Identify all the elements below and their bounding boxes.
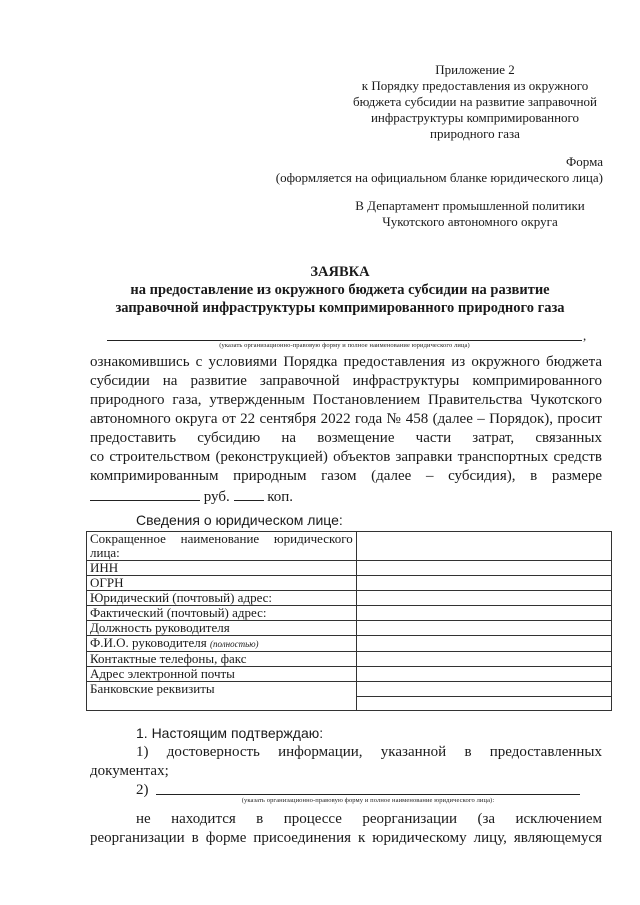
row-value-field[interactable] bbox=[356, 652, 611, 667]
confirm-item-1-line: 1) достоверность информации, указанной в предоставленных bbox=[136, 744, 602, 760]
paragraph-line: природного газа, утвержденным Постановлением Правительства Чукотского bbox=[90, 392, 602, 408]
table-row bbox=[87, 667, 612, 682]
addressee-block bbox=[345, 198, 595, 230]
paragraph-line: со строительством (реконструкцией) объектов заправки транспортных средств bbox=[90, 449, 602, 465]
row-value-field[interactable] bbox=[356, 621, 611, 636]
confirm-tail bbox=[90, 810, 602, 848]
row-label: Должность руководителя bbox=[87, 621, 357, 636]
row-value-field[interactable] bbox=[356, 532, 611, 561]
applicant-comma: , bbox=[583, 328, 587, 343]
form-note bbox=[250, 154, 603, 186]
kop-label: коп. bbox=[267, 489, 294, 505]
row-label: ИНН bbox=[87, 561, 357, 576]
table-row bbox=[87, 532, 612, 561]
paragraph-line: субсидии на развитие заправочной инфраструктуры компримированного bbox=[90, 373, 602, 389]
row-value-field[interactable] bbox=[356, 561, 611, 576]
paragraph-line: автономного округа от 22 сентября 2022 года № 458 (далее – Порядок), просит bbox=[90, 411, 602, 427]
paragraph-line: предоставить субсидию на возмещение части затрат, связанных bbox=[90, 430, 602, 446]
title-heading: ЗАЯВКА bbox=[310, 264, 370, 280]
rub-amount-field[interactable] bbox=[90, 486, 200, 501]
row-label bbox=[87, 532, 357, 561]
appendix-line: природного газа bbox=[430, 126, 520, 141]
bank-details-lower[interactable] bbox=[357, 697, 611, 710]
confirm-item-1 bbox=[90, 743, 602, 781]
confirm-item-1-line: документах; bbox=[90, 763, 169, 779]
amount-line bbox=[90, 486, 602, 507]
table-row bbox=[87, 576, 612, 591]
table-row bbox=[87, 682, 612, 711]
row-label bbox=[87, 636, 357, 652]
appendix-line: Приложение 2 bbox=[435, 62, 515, 77]
title-subtitle-line: на предоставление из окружного бюджета субсидии на развитие bbox=[130, 282, 550, 298]
rub-label: руб. bbox=[203, 489, 230, 505]
table-row bbox=[87, 606, 612, 621]
table-row bbox=[87, 591, 612, 606]
form-label: Форма bbox=[566, 154, 603, 169]
row-label-text: Банковские реквизиты bbox=[90, 681, 215, 696]
confirm-tail-line: реорганизации в форме присоединения к юридическому лицу, являющемуся bbox=[90, 830, 602, 846]
confirm-heading: 1. Настоящим подтверждаю: bbox=[136, 725, 324, 741]
row-label: Фактический (почтовый) адрес: bbox=[87, 606, 357, 621]
table-row bbox=[87, 652, 612, 667]
row-value-field[interactable] bbox=[356, 606, 611, 621]
row-label-text: Сокращенное наименование юридического лица: bbox=[90, 531, 353, 560]
confirm-item-2-line[interactable] bbox=[156, 794, 580, 795]
row-label-note: (полностью) bbox=[209, 639, 259, 649]
applicant-hint: (указать организационно-правовую форму и полное наименование юридического лица) bbox=[219, 342, 470, 349]
table-row bbox=[87, 561, 612, 576]
row-value-field[interactable] bbox=[356, 636, 611, 652]
applicant-name-line[interactable] bbox=[107, 340, 582, 341]
form-instruction: (оформляется на официальном бланке юридического лица) bbox=[275, 170, 603, 185]
addressee-line: Чукотского автономного округа bbox=[382, 214, 558, 229]
kop-amount-field[interactable] bbox=[234, 486, 264, 501]
table-row bbox=[87, 621, 612, 636]
request-paragraph bbox=[90, 353, 602, 507]
confirm-item-2-number: 2) bbox=[136, 782, 149, 798]
row-value-field[interactable] bbox=[356, 682, 611, 711]
row-label-text: Ф.И.О. руководителя bbox=[90, 635, 207, 650]
row-label bbox=[87, 682, 357, 711]
appendix-line: к Порядку предоставления из окружного bbox=[361, 78, 589, 93]
paragraph-line: ознакомившись с условиями Порядка предоставления из окружного бюджета bbox=[90, 354, 602, 370]
legal-info-table bbox=[86, 531, 612, 711]
appendix-line: инфраструктуры компримированного bbox=[370, 110, 580, 125]
bank-details-upper[interactable] bbox=[357, 682, 611, 697]
confirm-tail-line: не находится в процессе реорганизации (за исключением bbox=[136, 811, 602, 827]
document-title bbox=[60, 263, 620, 317]
appendix-line: бюджета субсидии на развитие заправочной bbox=[352, 94, 598, 109]
row-label: Контактные телефоны, факс bbox=[87, 652, 357, 667]
row-value-field[interactable] bbox=[356, 576, 611, 591]
title-subtitle-line: заправочной инфраструктуры компримированного природного газа bbox=[115, 300, 565, 316]
row-value-field[interactable] bbox=[356, 667, 611, 682]
appendix-block bbox=[330, 62, 620, 142]
paragraph-line: компримированным природным газом (далее – субсидия), в размере bbox=[90, 468, 602, 484]
row-label: Юридический (почтовый) адрес: bbox=[87, 591, 357, 606]
row-label: Адрес электронной почты bbox=[87, 667, 357, 682]
table-row bbox=[87, 636, 612, 652]
row-label: ОГРН bbox=[87, 576, 357, 591]
addressee-line: В Департамент промышленной политики bbox=[355, 198, 585, 213]
row-value-field[interactable] bbox=[356, 591, 611, 606]
legal-info-heading: Сведения о юридическом лице: bbox=[136, 512, 343, 528]
confirm-item-2-hint: (указать организационно-правовую форму и полное наименование юридического лица): bbox=[241, 797, 495, 804]
